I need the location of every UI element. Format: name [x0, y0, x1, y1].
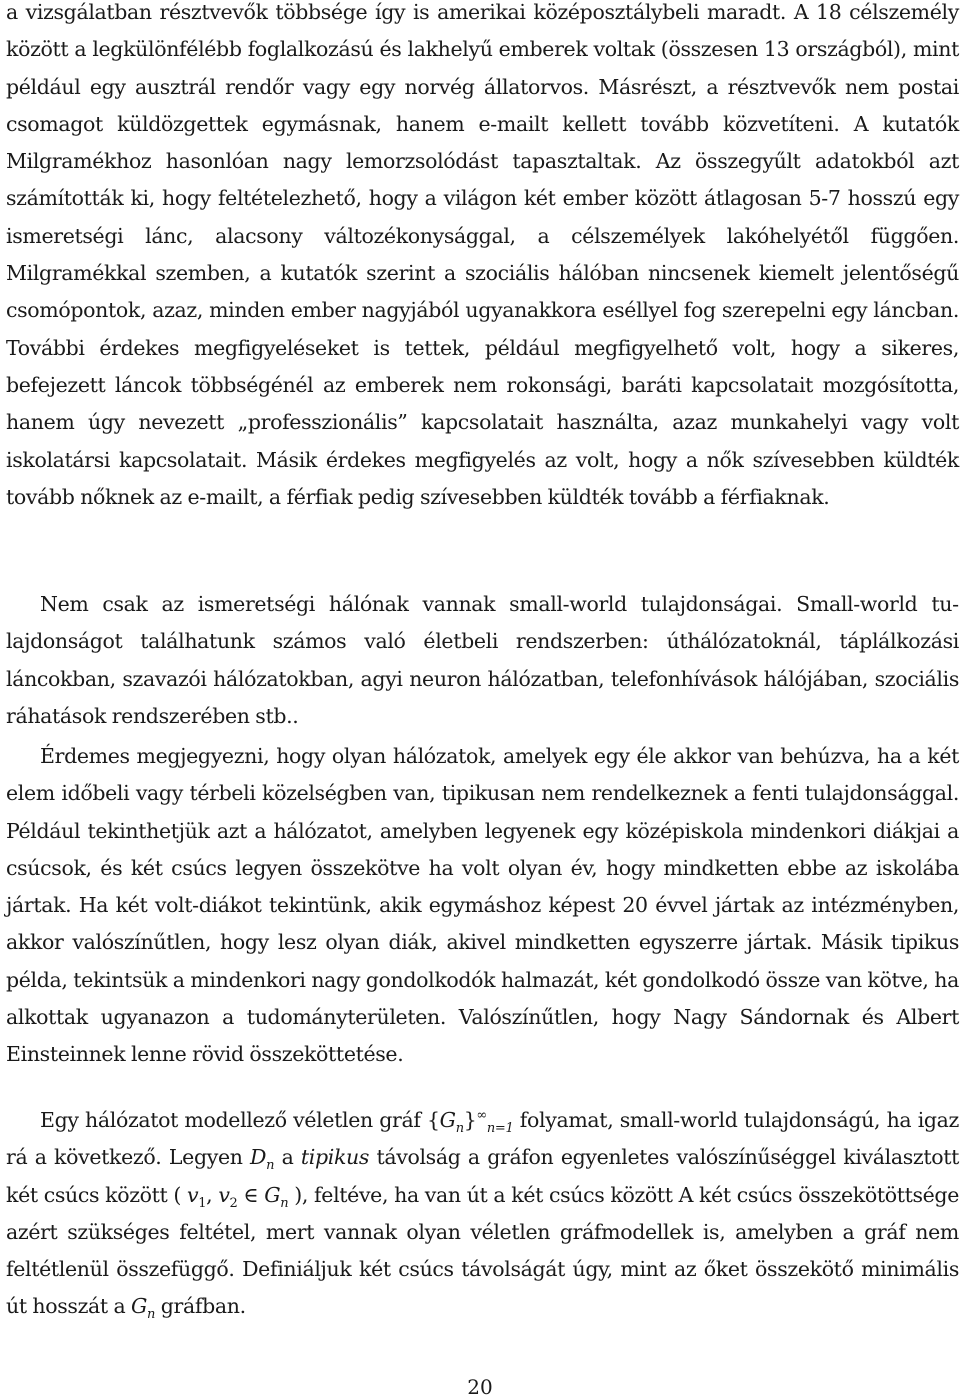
paragraph-1: a vizsgálatban résztvevők többsége így is amerikai középosztálybeli maradt. A 18 célszemély között a legkülönfélébb foglalkozású és lakhelyű emberek voltak (összesen 13 országból), mint például egy ausztrál rendőr vagy egy norvég állatorvos. Másrészt, a résztvevők nem postai csomagot küldözgettek egymásnak, hanem e-mailt kellett tovább közvetíteni. A kutatók Milgramékhoz hasonlóan nagy lemorzsolódást tapasztaltak. Az összegyűlt adatokból azt számították ki, hogy feltételezhető, hogy a világon két ember között átlagosan 5-7 hosszú egy ismeretségi lánc, alacsony változékonysággal, a célszemélyek lakóhelyétől függően. Milgramékkal szemben, a kutatók szerint a szociális hálóban nincsenek kiemelt jelentőségű csomópontok, azaz, minden ember nagyjából ugyanakkora eséllyel fog szerepelni egy láncban. További érdekes megfigyeléseket is tettek, például megfigyelhető volt, hogy a sikeres, befejezett láncok többségénél az emberek nem rokonsági, baráti kapcsolatait mozgósította, hanem úgy nevezett „professzionális” kapcsolatait használta, azaz munkahelyi vagy volt iskolatársi kapcsolatait. Másik érdekes megfigyelés az volt, hogy a nők szívesebben küldték tovább nőknek az e-mailt, a férfiak pedig szívesebben küldték tovább a férfiaknak.	[6, 0, 959, 509]
subscript-1: 1	[198, 1195, 207, 1211]
vertex-v1: v	[187, 1182, 199, 1207]
vertex-v2: v	[218, 1182, 230, 1207]
page-number: 20	[467, 1375, 493, 1399]
text-fragment: a	[274, 1145, 301, 1170]
paragraph-3: Érdemes megjegyezni, hogy olyan hálózatok, amelyek egy éle akkor van behúzva, ha a két elem időbeli vagy térbeli közelségben van, tipikusan nem rendelkeznek a fenti tulajdonsággal. Például tekinthetjük azt a hálózatot, amelyben legyenek egy középiskola mindenkori diákjai a csúcsok, és két csúcs legyen összekötve ha volt olyan év, hogy mindketten ebbe az iskolába jártak. Ha két volt-diákot tekintünk, akik egymáshoz képest 20 évvel jártak az intézményben, akkor valószínűtlen, hogy lesz olyan diák, akivel mindketten egyszerre jártak. Másik tipikus példa, tekintsük a mindenkori nagy gondolkodók halmazát, két gondolkodó össze van kötve, ha alkottak ugyanazon a tudományterületen. Valószínűtlen, hogy Nagy Sándornak és Albert Einsteinnek lenne rövid összeköttetése.	[6, 744, 959, 1067]
element-of-symbol: ∈	[237, 1182, 265, 1207]
paragraph-4	[6, 1102, 959, 1326]
subscript-n: n	[280, 1195, 289, 1211]
emphasis-tipikus: tipikus	[300, 1145, 370, 1170]
graph-symbol: G	[264, 1182, 281, 1207]
graph-symbol: G	[131, 1294, 148, 1319]
text-fragment: folyamat, small-world tulajdonságú, ha igaz rá a következő. Legyen	[6, 1108, 959, 1170]
text-fragment: Egy hálózatot modellező véletlen gráf {	[40, 1108, 440, 1132]
text-fragment: ), feltéve, ha van út a két csúcs között A két csúcs összekötöttsége azért szükséges feltétel, mert vannak olyan véletlen gráfmodellek is, amelyben a gráf nem feltétlenül összefüggő. Definiáljuk két csúcs távolságát úgy, mint az őket összekötő minimális út hosszát a	[6, 1182, 959, 1319]
subscript-n: n	[455, 1121, 464, 1137]
text-fragment: }	[463, 1108, 477, 1132]
subscript-2: 2	[229, 1195, 238, 1211]
subscript-n-equals-1: n=1	[486, 1121, 514, 1137]
text-fragment: távolság a gráfon egyenletes valószínűséggel kiválasztott két csúcs között (	[6, 1145, 959, 1207]
graph-symbol: G	[439, 1108, 456, 1132]
text-fragment: gráfban.	[155, 1294, 246, 1319]
subscript-n: n	[266, 1158, 275, 1174]
subscript-n: n	[147, 1307, 156, 1323]
paragraph-2: Nem csak az ismeretségi hálónak vannak small-world tulajdonságai. Small-world tulajdonságot találhatunk számos való életbeli rendszerben: úthálózatoknál, táplálkozási láncokban, szavazói hálózatokban, agyi neuron hálózatban, telefonhívások hálójában, szociális ráhatások rendszerében stb..	[6, 592, 959, 728]
distance-symbol: D	[250, 1145, 267, 1170]
text-fragment: ,	[206, 1182, 219, 1207]
superscript-infinity: ∞	[476, 1108, 487, 1124]
